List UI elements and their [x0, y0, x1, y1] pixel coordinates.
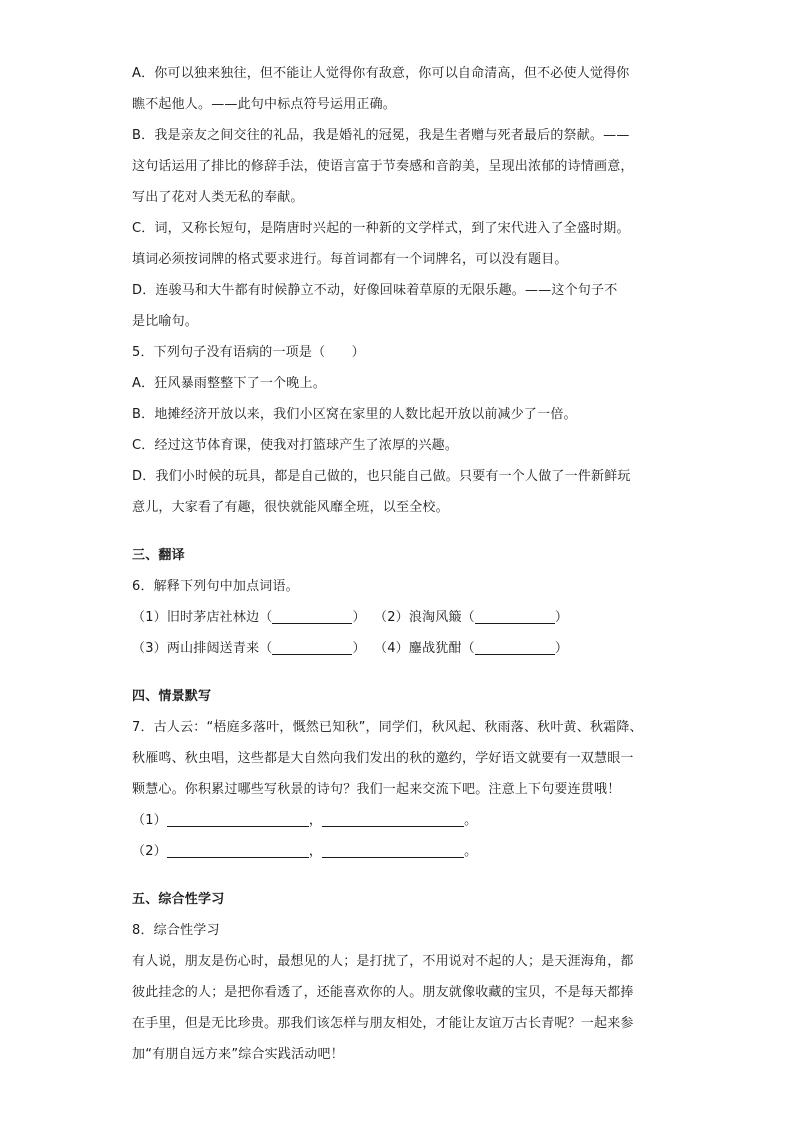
q7-line1: 7．古人云：“梧庭多落叶，慨然已知秋”，同学们，秋风起、秋雨落、秋叶黄、秋霜降、 [132, 720, 643, 735]
q5-option-b: B．地摊经济开放以来，我们小区窝在家里的人数比起开放以前减少了一倍。 [132, 407, 577, 422]
q7-line2: 秋雁鸣、秋虫唱，这些都是大自然向我们发出的秋的邀约，学好语文就要有一双慧眼一 [132, 751, 634, 766]
q5-option-c: C．经过这节体育课，使我对打篮球产生了浓厚的兴趣。 [132, 438, 459, 453]
q5-option-d-line1: D．我们小时候的玩具，都是自己做的，也只能自己做。只要有一个人做了一件新鲜玩 [132, 469, 631, 484]
q4-option-d-line1: D．连骏马和大牛都有时候静立不动，好像回味着草原的无限乐趣。——这个句子不 [132, 283, 618, 298]
exam-page [132, 58, 672, 1070]
q6-row1 [132, 602, 672, 633]
q8-paragraph-line2: 彼此挂念的人；是把你看透了，还能喜欢你的人。朋友就像收藏的宝贝，不是每天都捧 [132, 985, 634, 1000]
q8-paragraph-line4: 加“有朋自远方来”综合实践活动吧！ [132, 1047, 344, 1062]
q6-item4: （4）鏖战犹酣（ ） [374, 633, 616, 664]
q8-paragraph-line1: 有人说，朋友是伤心时，最想见的人；是打扰了，不用说对不起的人；是天涯海角，都 [132, 954, 634, 969]
q6-stem: 6．解释下列句中加点词语。 [132, 579, 299, 594]
q6-row2 [132, 633, 672, 664]
answer-blank[interactable] [475, 607, 555, 624]
q5-stem: 5．下列句子没有语病的一项是（ ） [132, 345, 365, 360]
q6-item2: （2）浪淘风簸（ ） [374, 602, 616, 633]
q4-option-c-line2: 填词必须按词牌的格式要求进行。每首词都有一个词牌名，可以没有题目。 [132, 252, 568, 267]
answer-blank[interactable] [475, 638, 555, 655]
q4-option-b-line2: 这句话运用了排比的修辞手法，使语言富于节奏感和音韵美，呈现出浓郁的诗情画意， [132, 159, 634, 174]
q5-option-d-line2: 意儿，大家看了有趣，很快就能风靡全班，以至全校。 [132, 500, 449, 515]
answer-blank[interactable] [167, 810, 309, 827]
answer-blank[interactable] [272, 607, 352, 624]
answer-blank[interactable] [322, 841, 464, 858]
section5-heading: 五、综合性学习 [132, 892, 225, 907]
q4-option-a-line2: 瞧不起他人。——此句中标点符号运用正确。 [132, 97, 397, 112]
q7-line3: 颗慧心。你积累过哪些写秋景的诗句？我们一起来交流下吧。注意上下句要连贯哦！ [132, 782, 621, 797]
q6-item1: （1）旧时茅店社林边（ ） [132, 602, 374, 633]
q8-stem: 8．综合性学习 [132, 923, 220, 938]
q4-option-a-line1: A．你可以独来独往，但不能让人觉得你有敌意，你可以自命清高，但不必使人觉得你 [132, 66, 630, 81]
q4-option-c-line1: C．词，又称长短句，是隋唐时兴起的一种新的文学样式，到了宋代进入了全盛时期。 [132, 221, 630, 236]
q4-option-b-line1: B．我是亲友之间交往的礼品，我是婚礼的冠冕，我是生者赠与死者最后的祭献。—— [132, 128, 630, 143]
section4-heading: 四、情景默写 [132, 689, 212, 704]
answer-blank[interactable] [322, 810, 464, 827]
q7-blank-row2: （2） ， 。 [132, 836, 672, 867]
section3-heading: 三、翻译 [132, 548, 185, 563]
q7-blank-row1: （1） ， 。 [132, 805, 672, 836]
q6-item3: （3）两山排闼送青来（ ） [132, 633, 374, 664]
q4-option-b-line3: 写出了花对人类无私的奉献。 [132, 190, 304, 205]
q8-paragraph-line3: 在手里，但是无比珍贵。那我们该怎样与朋友相处，才能让友谊万古长青呢？一起来参 [132, 1016, 634, 1031]
q5-option-a: A．狂风暴雨整整下了一个晚上。 [132, 376, 326, 391]
answer-blank[interactable] [272, 638, 352, 655]
q4-option-d-line2: 是比喻句。 [132, 314, 199, 329]
answer-blank[interactable] [167, 841, 309, 858]
